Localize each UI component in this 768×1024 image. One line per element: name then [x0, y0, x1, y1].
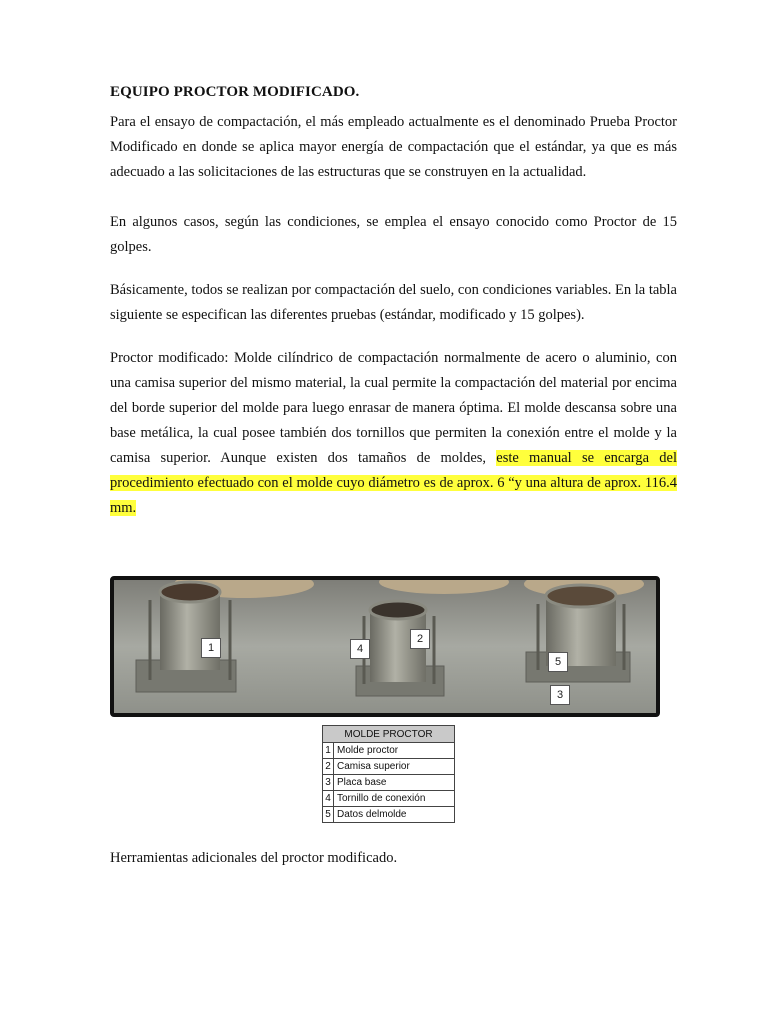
legend-row-label: Placa base	[334, 775, 455, 791]
photo-label-5: 5	[548, 652, 568, 672]
highlighted-text: este manual se encarga del procedimiento efectuado con el molde cuyo diámetro es de aprox. 6 “y una altura de aprox. 116.4 mm.	[110, 450, 678, 516]
legend-row-label: Tornillo de conexión	[334, 791, 455, 807]
paragraph-proctor-modificado	[110, 346, 677, 521]
legend-row-number: 3	[323, 775, 334, 791]
legend-row-label: Camisa superior	[334, 759, 455, 775]
legend-row-label: Molde proctor	[334, 743, 455, 759]
paragraph-15-golpes: En algunos casos, según las condiciones, se emplea el ensayo conocido como Proctor de 15 golpes.	[110, 214, 677, 255]
legend-row-number: 2	[323, 759, 334, 775]
photo-label-4: 4	[350, 639, 370, 659]
table-row	[323, 759, 455, 775]
table-row	[323, 775, 455, 791]
photo-label-1: 1	[201, 638, 221, 658]
table-row	[323, 743, 455, 759]
closing-paragraph: Herramientas adicionales del proctor modificado.	[110, 850, 398, 866]
table-row	[323, 791, 455, 807]
legend-row-number: 1	[323, 743, 334, 759]
legend-row-number: 4	[323, 791, 334, 807]
proctor-mold-photo	[110, 576, 660, 717]
legend-row-label: Datos delmolde	[334, 807, 455, 823]
molde-proctor-legend-table	[322, 725, 455, 823]
photo-label-3: 3	[550, 685, 570, 705]
paragraph-pruebas: Básicamente, todos se realizan por compactación del suelo, con condiciones variables. En la tabla siguiente se especifican las diferentes pruebas (estándar, modificado y 15 golpes).	[110, 282, 677, 323]
paragraph-text: Proctor modificado: Molde cilíndrico de compactación normalmente de acero o aluminio, con una camisa superior del mismo material, la cual permite la compactación del material por encima del borde superior del molde para luego enrasar de manera óptima. El molde descansa sobre una base metálica, la cual posee también dos tornillos que permiten la conexión entre el molde y la camisa superior. Aunque existen dos tamaños de moldes,	[110, 350, 677, 466]
table-row	[323, 807, 455, 823]
legend-header: MOLDE PROCTOR	[323, 726, 455, 743]
section-title: EQUIPO PROCTOR MODIFICADO.	[110, 84, 360, 100]
paragraph-intro: Para el ensayo de compactación, el más empleado actualmente es el denominado Prueba Proctor Modificado en donde se aplica mayor energía de compactación que el estándar, ya que es más adecuado a las solicitaciones de las estructuras que se construyen en la actualidad.	[110, 114, 677, 180]
photo-label-2: 2	[410, 629, 430, 649]
legend-header-row	[323, 726, 455, 743]
photo-illustration	[114, 580, 656, 713]
legend-row-number: 5	[323, 807, 334, 823]
